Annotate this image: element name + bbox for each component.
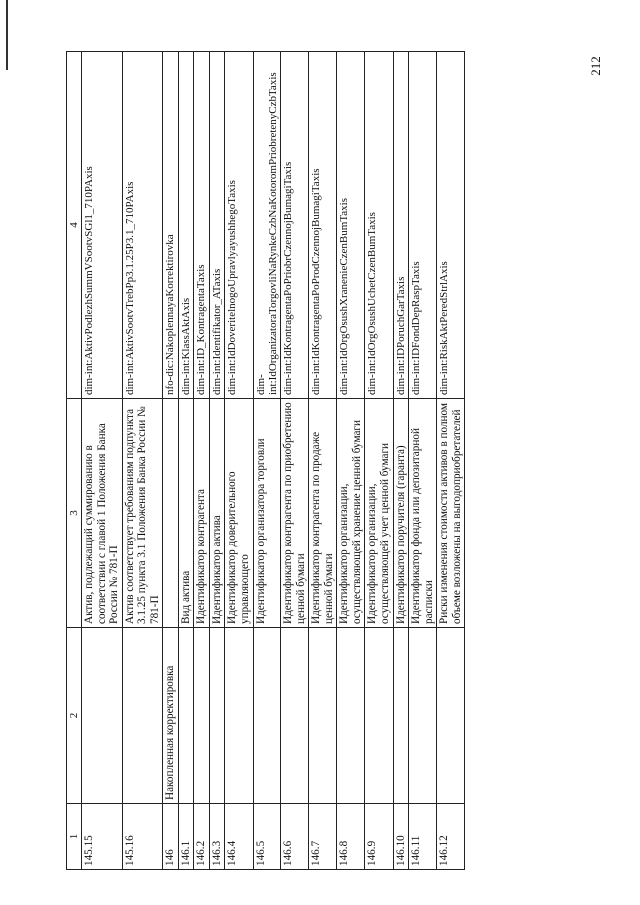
row-number-cell: 146.3 <box>209 804 225 870</box>
description-cell: Идентификатор организатора торговли <box>253 399 281 628</box>
section-name-cell <box>253 628 281 804</box>
dimension-code-cell: dim-int:AktivSootvTrebPp3.1.25P3.1_710PAxis <box>122 52 163 399</box>
dimension-code-cell: dim-int:KlassAktAxis <box>178 52 194 399</box>
dimension-code-cell: dim-int:IdOrgOsushUchetCzenBumTaxis <box>365 52 393 399</box>
section-name-cell <box>122 628 163 804</box>
row-number-cell: 146 <box>163 804 179 870</box>
description-cell: Риски изменения стоимости активов в полном объеме возложены на выгодоприобретателей <box>437 399 465 628</box>
section-name-cell <box>337 628 365 804</box>
dimension-code-cell: dim-int:ID_KontragentaTaxis <box>194 52 210 399</box>
description-cell: Идентификатор фонда или депозитарной расписки <box>409 399 437 628</box>
dimension-code-cell: nfo-dic:NakoplennayaKorrektirovka <box>163 52 179 399</box>
table-row <box>194 52 210 870</box>
row-number-cell: 146.12 <box>437 804 465 870</box>
row-number-cell: 146.8 <box>337 804 365 870</box>
section-name-cell <box>281 628 309 804</box>
table-row <box>122 52 163 870</box>
section-name-cell <box>409 628 437 804</box>
dimension-code-cell: dim-int:IDFondDepRaspTaxis <box>409 52 437 399</box>
description-cell <box>163 399 179 628</box>
table-row <box>393 52 409 870</box>
description-cell: Актив, подлежащий суммированию в соответствии с главой 1 Положения Банка России № 781-П <box>82 399 123 628</box>
row-number-cell: 146.6 <box>281 804 309 870</box>
section-name-cell <box>225 628 253 804</box>
row-number-cell: 146.10 <box>393 804 409 870</box>
section-name-cell <box>365 628 393 804</box>
description-cell: Идентификатор доверительного управляющего <box>225 399 253 628</box>
dimension-code-cell: dim-int:AktivPodlezhSummVSootvSGl1_710PAxis <box>82 52 123 399</box>
table-row <box>253 52 281 870</box>
row-number-cell: 146.2 <box>194 804 210 870</box>
description-cell: Идентификатор организации, осуществляющей учет ценной бумаги <box>365 399 393 628</box>
column-header: 3 <box>67 399 82 628</box>
dimension-code-cell: dim-int:IDPoruchGarTaxis <box>393 52 409 399</box>
section-name-cell <box>194 628 210 804</box>
table-row <box>409 52 437 870</box>
row-number-cell: 146.4 <box>225 804 253 870</box>
rotated-table-wrapper <box>66 52 541 870</box>
description-cell: Идентификатор контрагента <box>194 399 210 628</box>
section-name-cell <box>209 628 225 804</box>
column-header: 1 <box>67 804 82 870</box>
dimension-code-cell: dim-int:Identifikator_ATaxis <box>209 52 225 399</box>
description-cell: Актив соответствует требованиям подпункта 3.1.25 пункта 3.1 Положения Банка России № 781-П <box>122 399 163 628</box>
dimension-code-cell: dim-int:RiskAktPeredStrlAxis <box>437 52 465 399</box>
row-number-cell: 146.7 <box>309 804 337 870</box>
description-cell: Идентификатор актива <box>209 399 225 628</box>
table-row <box>82 52 123 870</box>
row-number-cell: 146.1 <box>178 804 194 870</box>
column-header: 4 <box>67 52 82 399</box>
section-name-cell <box>82 628 123 804</box>
description-cell: Идентификатор поручителя (гаранта) <box>393 399 409 628</box>
dimension-code-cell: dim-int:IdKontragentaPoProdCzennojBumagiTaxis <box>309 52 337 399</box>
description-cell: Идентификатор контрагента по продаже ценной бумаги <box>309 399 337 628</box>
table-row <box>281 52 309 870</box>
section-name-cell <box>309 628 337 804</box>
table-row <box>337 52 365 870</box>
dimension-code-cell: dim-int:IdOrganizatoraTorgovliNaRynkeCzbNaKotoromPriobretenyCzbTaxis <box>253 52 281 399</box>
row-number-cell: 146.9 <box>365 804 393 870</box>
row-number-cell: 146.11 <box>409 804 437 870</box>
table-row <box>209 52 225 870</box>
column-header: 2 <box>67 628 82 804</box>
scan-edge-line <box>6 0 8 70</box>
row-number-cell: 145.16 <box>122 804 163 870</box>
description-cell: Идентификатор контрагента по приобретению ценной бумаги <box>281 399 309 628</box>
table-row <box>437 52 465 870</box>
table-row <box>365 52 393 870</box>
table-row <box>178 52 194 870</box>
section-name-cell: Накопленная корректировка <box>163 628 179 804</box>
table-header-row <box>67 52 82 870</box>
section-name-cell <box>178 628 194 804</box>
description-cell: Идентификатор организации, осуществляющей хранение ценной бумаги <box>337 399 365 628</box>
dimension-code-cell: dim-int:IdKontragentaPoPriobrCzennojBumagiTaxis <box>281 52 309 399</box>
dimension-code-cell: dim-int:IdDoveritelnogoUpravlyayushhegoTaxis <box>225 52 253 399</box>
section-name-cell <box>437 628 465 804</box>
row-number-cell: 145.15 <box>82 804 123 870</box>
dimension-code-cell: dim-int:IdOrgOsushXranenieCzenBumTaxis <box>337 52 365 399</box>
data-table <box>66 51 465 870</box>
page-number: 212 <box>587 56 603 76</box>
table-row <box>163 52 179 870</box>
section-name-cell <box>393 628 409 804</box>
table-row <box>309 52 337 870</box>
row-number-cell: 146.5 <box>253 804 281 870</box>
description-cell: Вид актива <box>178 399 194 628</box>
table-row <box>225 52 253 870</box>
